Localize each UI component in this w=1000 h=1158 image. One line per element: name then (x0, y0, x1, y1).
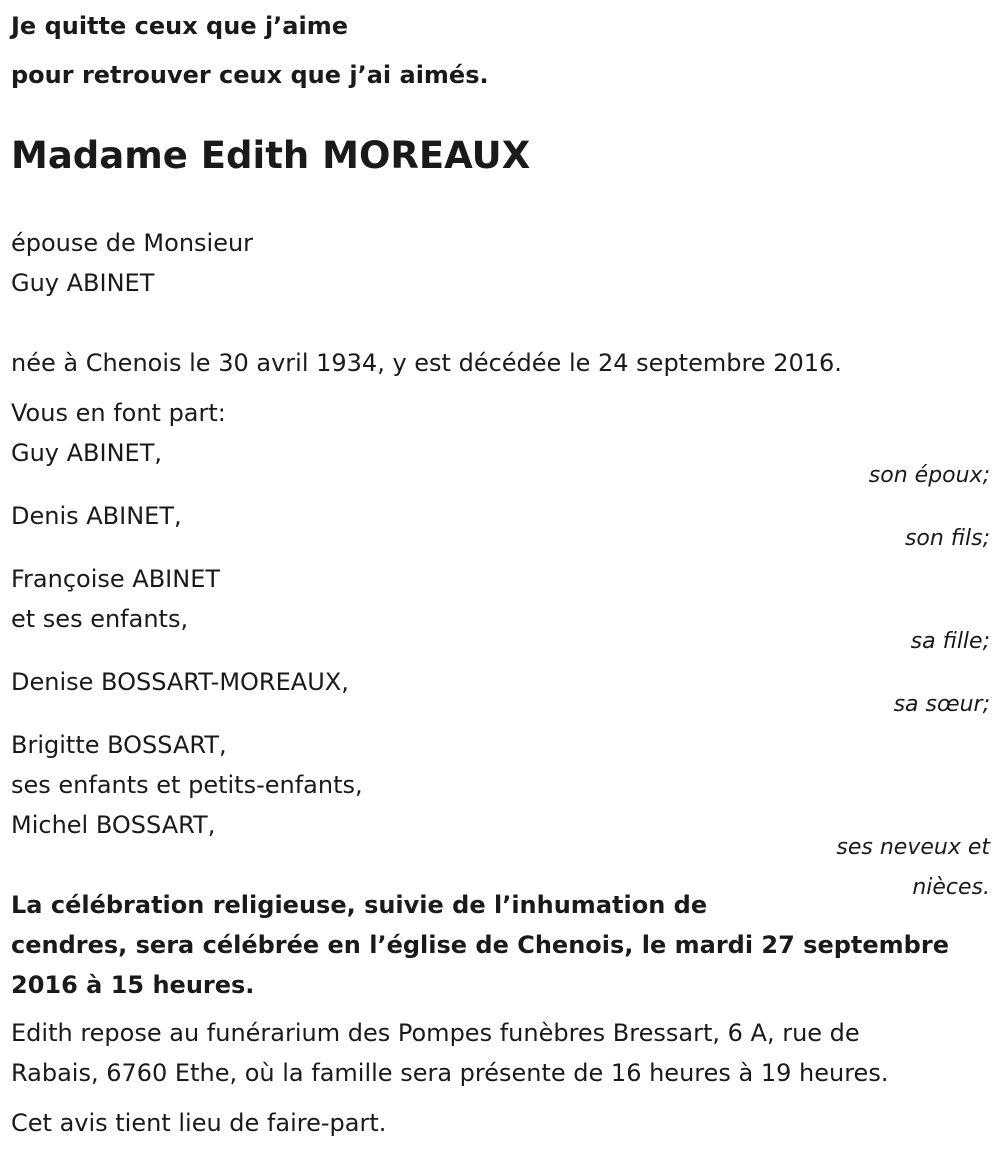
ceremony-line-2: cendres, sera célébrée en l’église de Chenois, le mardi 27 septembre (11, 931, 949, 959)
spouse-line-2: Guy ABINET (11, 269, 155, 297)
funerarium-line-2: Rabais, 6760 Ethe, où la famille sera présente de 16 heures à 19 heures. (11, 1059, 889, 1087)
quote-line-1: Je quitte ceux que j’aime (11, 12, 349, 40)
announcer-relation-continued: nièces. (912, 875, 990, 900)
announcer-name: Denis ABINET, (11, 502, 182, 530)
announcer-relation: sa sœur; (893, 692, 990, 717)
quote-line-2: pour retrouver ceux que j’ai aimés. (11, 61, 489, 89)
announcer-relation: son fils; (904, 526, 990, 551)
ceremony-line-3: 2016 à 15 heures. (11, 971, 255, 999)
announcer-name: Brigitte BOSSART, (11, 731, 227, 759)
funerarium-line-1: Edith repose au funérarium des Pompes funèbres Bressart, 6 A, rue de (11, 1019, 860, 1047)
birth-death-line: née à Chenois le 30 avril 1934, y est décédée le 24 septembre 2016. (11, 349, 842, 377)
deceased-name: Madame Edith MOREAUX (11, 134, 531, 177)
closing-note: Cet avis tient lieu de faire-part. (11, 1109, 387, 1137)
announcer-name-continued: ses enfants et petits-enfants, (11, 771, 363, 799)
announcer-name: Denise BOSSART-MOREAUX, (11, 668, 349, 696)
announcer-relation: son époux; (868, 463, 990, 488)
announcer-name: Guy ABINET, (11, 439, 163, 467)
announcer-name: Françoise ABINET (11, 565, 221, 593)
announcers-intro: Vous en font part: (11, 399, 226, 427)
announcer-name-continued: Michel BOSSART, (11, 811, 216, 839)
spouse-line-1: épouse de Monsieur (11, 229, 254, 257)
announcer-relation: ses neveux et (836, 835, 990, 860)
ceremony-line-1: La célébration religieuse, suivie de l’inhumation de (11, 891, 708, 919)
announcer-relation: sa fille; (910, 629, 990, 654)
announcer-name-continued: et ses enfants, (11, 605, 189, 633)
